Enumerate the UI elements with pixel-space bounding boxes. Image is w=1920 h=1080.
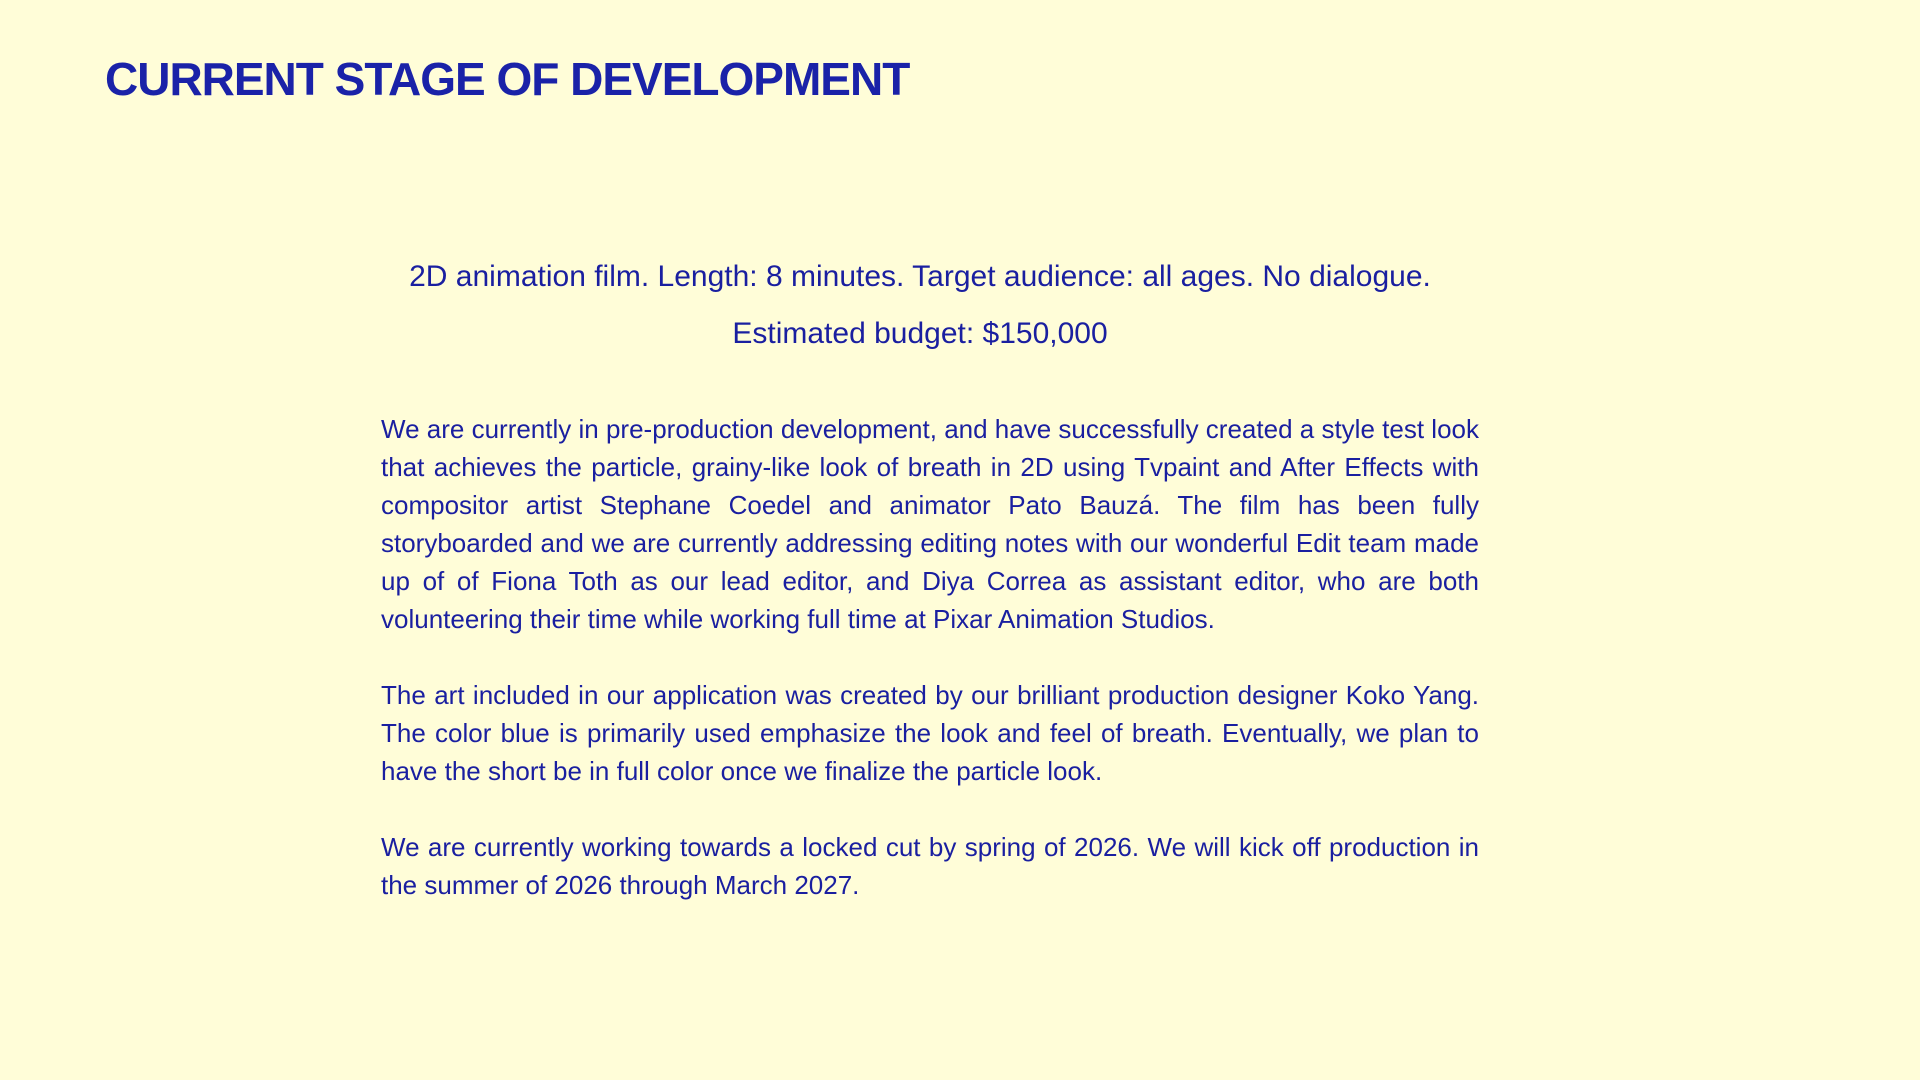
body-text bbox=[381, 410, 1479, 942]
page-title: CURRENT STAGE OF DEVELOPMENT bbox=[105, 53, 910, 105]
summary-line-format: 2D animation film. Length: 8 minutes. Target audience: all ages. No dialogue. bbox=[409, 260, 1431, 293]
paragraph-timeline: We are currently working towards a locked cut by spring of 2026. We will kick off production in the summer of 2026 through March 2027. bbox=[381, 832, 1479, 900]
paragraph-preproduction: We are currently in pre-production development, and have successfully created a style test look that achieves the particle, grainy-like look of breath in 2D using Tvpaint and After Effects with compositor artist Stephane Coedel and animator Pato Bauzá. The film has been fully storyboarded and we are currently addressing editing notes with our wonderful Edit team made up of of Fiona Toth as our lead editor, and Diya Correa as assistant editor, who are both volunteering their time while working full time at Pixar Animation Studios. bbox=[381, 414, 1479, 634]
summary-line-budget: Estimated budget: $150,000 bbox=[732, 317, 1108, 350]
paragraph-art: The art included in our application was created by our brilliant production designer Koko Yang. The color blue is primarily used emphasize the look and feel of breath. Eventually, we plan to have the short be in full color once we finalize the particle look. bbox=[381, 680, 1479, 786]
summary-block bbox=[360, 248, 1480, 362]
